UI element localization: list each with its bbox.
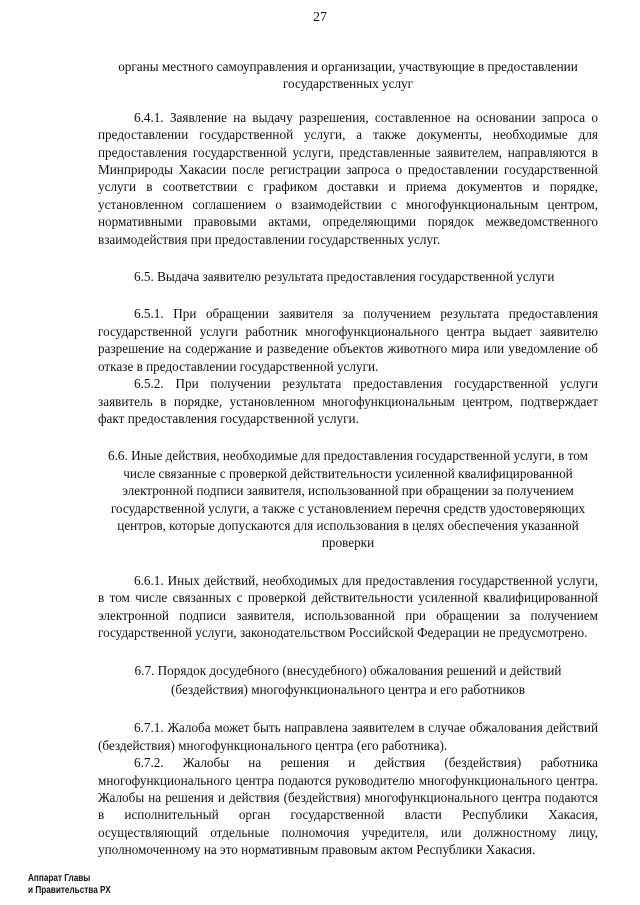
document-body (98, 58, 598, 859)
subheading-6-5: 6.5. Выдача заявителю результата предоставления государственной услуги (134, 269, 555, 285)
page-number: 27 (313, 10, 327, 25)
paragraph-6-4-1: 6.4.1. Заявление на выдачу разрешения, составленное на основании запроса о предоставлении государственной услуги, а также документы, необходимые для предоставления государственной услуги, представленные заявителем, направляются в Минприроды Хакасии после регистрации запроса о предоставлении государственной услуги в соответствии с графиком доставки и приема документов и порядке, установленном соглашением о взаимодействии с многофункциональным центром, нормативными правовыми актами, определяющими порядок межведомственного взаимодействия при предоставлении государственных услуг. (98, 109, 598, 247)
paragraph-6-7-2: 6.7.2. Жалобы на решения и действия (бездействия) работника многофункционального центра подаются руководителю многофункционального центра. Жалобы на решения и действия (бездействия) многофункционального центра подаются в исполнительный орган государственной власти Республики Хакасия, осуществляющий отдельные полномочия учредителя, или должностному лицу, уполномоченному на это нормативным правовым актом Республики Хакасия. (98, 755, 598, 858)
paragraph-6-5-1: 6.5.1. При обращении заявителя за получением результата предоставления государственной услуги работник многофункционального центра выдает заявителю разрешение на содержание и разведение объектов животного мира или уведомление об отказе в предоставлении государственной услуги. (98, 306, 598, 374)
heading-6-6: 6.6. Иные действия, необходимые для предоставления государственной услуги, в том числе связанные с проверкой действительности усиленной квалифицированной электронной подписи заявителя, использованной при обращении за получением государственной услуги, а также с установлением перечня средств удостоверяющих центров, которые допускаются для использования в целях обеспечения указанной проверки (108, 448, 588, 551)
organization-stamp (28, 873, 111, 897)
stamp-line-1: Аппарат Главы (28, 873, 91, 884)
stamp-line-2: и Правительства РХ (28, 885, 111, 896)
paragraph-6-7-1: 6.7.1. Жалоба может быть направлена заявителем в случае обжалования действий (бездействия) многофункционального центра (его работника). (98, 720, 598, 753)
section-heading: органы местного самоуправления и организации, участвующие в предоставлении государственных услуг (118, 59, 578, 92)
heading-6-7: 6.7. Порядок досудебного (внесудебного) обжалования решений и действий (бездействия) многофункционального центра и его работников (134, 663, 562, 698)
paragraph-6-6-1: 6.6.1. Иных действий, необходимых для предоставления государственной услуги, в том числе связанных с проверкой действительности усиленной квалифицированной электронной подписи заявителя, использованной при обращении за получением государственной услуги, законодательством Российской Федерации не предусмотрено. (98, 572, 598, 640)
paragraph-6-5-2: 6.5.2. При получении результата предоставления государственной услуги заявитель в порядке, установленном многофункциональным центром, подтверждает факт предоставления государственной услуги. (98, 376, 598, 426)
